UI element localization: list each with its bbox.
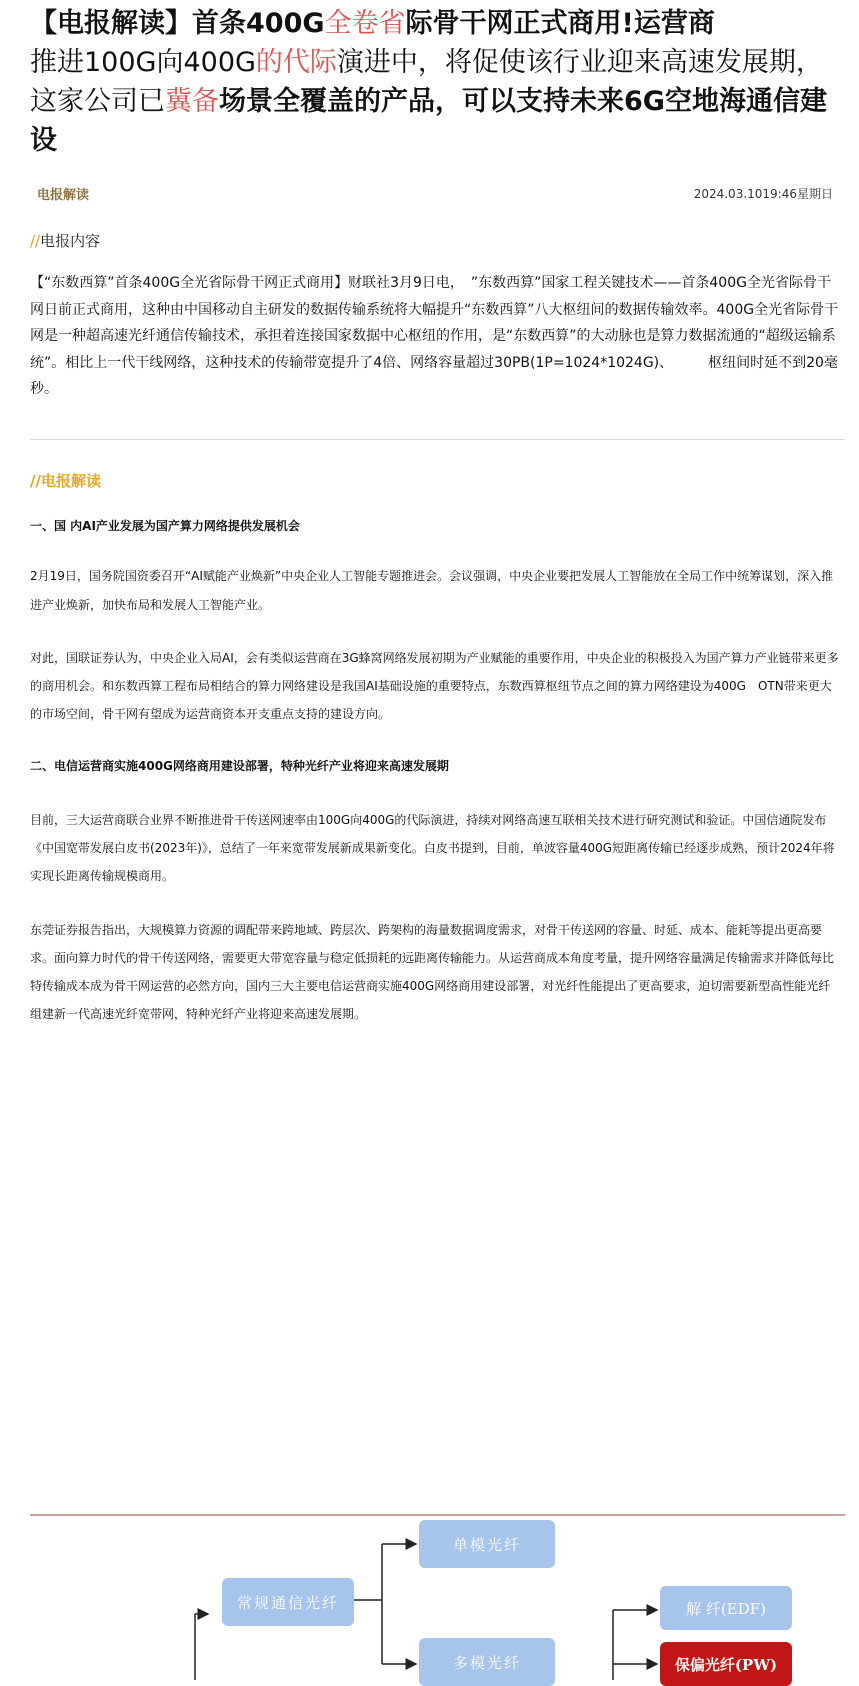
article-title bbox=[30, 4, 845, 160]
multi-mode-box: 多模光纤 bbox=[419, 1638, 555, 1686]
heading-1: 一、国 内AI产业发展为国产算力网络提供发展机会 bbox=[30, 519, 300, 533]
title-bracket: 【电报解读】 bbox=[30, 8, 192, 39]
heading-2: 二、电信运营商实施400G网络商用建设部署，特种光纤产业将迎来高速发展期 bbox=[30, 759, 449, 773]
section-content-heading bbox=[30, 230, 100, 251]
title-highlight: 冀备 bbox=[165, 86, 219, 117]
paragraph-2: 对此，国联证券认为，中央企业入局AI，会有类似运营商在3G蜂窝网络发展初期为产业赋能的重要作用，中央企业的积极投入为国产算力产业链带来更多的商用机会。和东数西算工程布局相结合的算力网络建设是我国AI基础设施的重要特点，东数西算枢纽节点之间的算力网络建设为400G OTN带来更大的市场空间，骨干网有望成为运营商资本开支重点支持的建设方向。 bbox=[30, 651, 839, 721]
section-label: 电报内容 bbox=[40, 232, 101, 250]
section-analysis-heading bbox=[30, 470, 101, 491]
single-mode-box: 单模光纤 bbox=[419, 1520, 555, 1568]
title-part: 演进中，将促使该行业迎来高速发展期，这家公司已 bbox=[30, 47, 823, 117]
slash-mark: // bbox=[30, 232, 41, 250]
divider bbox=[30, 439, 845, 440]
source-tag[interactable]: 电报解读 bbox=[37, 188, 90, 203]
intro-paragraph: 【“东数西算”首条400G全光省际骨干网正式商用】财联社3月9日电， ”东数西算”国家工程关键技术——首条400G全光省际骨干网日前正式商用，这种由中国移动自主研发的数据传输系统将大幅提升“东数西算”八大枢纽间的数据传输效率。400G全光省际骨干网是一种超高速光纤通信传输技术，承担着连接国家数据中心枢纽的作用，是“东数西算”的大动脉也是算力数据流通的“超级运输系统”。相比上一代干线网络，这种技术的传输带宽提升了4倍、网络容量超过30PB(1P=1024*1024G)、 枢纽间时延不到20毫秒。 bbox=[30, 275, 839, 397]
paragraph-3: 目前，三大运营商联合业界不断推进骨干传送网速率由100G向400G的代际演进，持续对网络高速互联相关技术进行研究测试和验证。中国信通院发布《中国宽带发展白皮书(2023年)》，总结了一年来宽带发展新成果新变化。白皮书提到，目前，单波容量400G短距离传输已经逐步成熟，预计2024年将实现长距离传输规模商用。 bbox=[30, 813, 835, 883]
fiber-diagram bbox=[30, 1514, 845, 1680]
pw-box: 保偏光纤(PW) bbox=[660, 1642, 792, 1686]
paragraph-1: 2月19日，国务院国资委召开“AI赋能产业焕新”中央企业人工智能专题推进会。会议强调，中央企业要把发展人工智能放在全局工作中统筹谋划，深入推进产业焕新，加快布局和发展人工智能产业。 bbox=[30, 569, 834, 612]
paragraph-4: 东莞证券报告指出，大规模算力资源的调配带来跨地域、跨层次、跨架构的海量数据调度需求，对骨干传送网的容量、时延、成本、能耗等提出更高要求。面向算力时代的骨干传送网络，需要更大带宽容量与稳定低损耗的远距离传输能力。从运营商成本角度考量，提升网络容量满足传输需求并降低每比特传输成本成为骨干网运营的必然方向，国内三大主要电信运营商实施400G网络商用建设部署，对光纤性能提出了更高要求，迫切需要新型高性能光纤组建新一代高速光纤宽带网，特种光纤产业将迎来高速发展期。 bbox=[30, 923, 835, 1021]
title-part: 推进100G向400G bbox=[30, 47, 256, 78]
title-highlight: 全卷省 bbox=[324, 8, 406, 39]
title-part: 际骨干网正式商用!运营商 bbox=[405, 8, 715, 39]
section-label: 电报解读 bbox=[40, 472, 101, 490]
title-part: 首条400G bbox=[192, 8, 325, 39]
slash-mark: // bbox=[30, 472, 41, 490]
title-part: 场景全覆盖的产品，可以支持未来6G空地海通信建设 bbox=[30, 86, 827, 156]
connector-branch bbox=[354, 1544, 382, 1664]
title-highlight: 的代际 bbox=[255, 47, 337, 78]
conventional-fiber-box: 常规通信光纤 bbox=[222, 1578, 354, 1626]
edf-box: 解 纤(EDF) bbox=[660, 1586, 792, 1630]
publish-datetime: 2024.03.1019:46星期日 bbox=[693, 187, 833, 201]
